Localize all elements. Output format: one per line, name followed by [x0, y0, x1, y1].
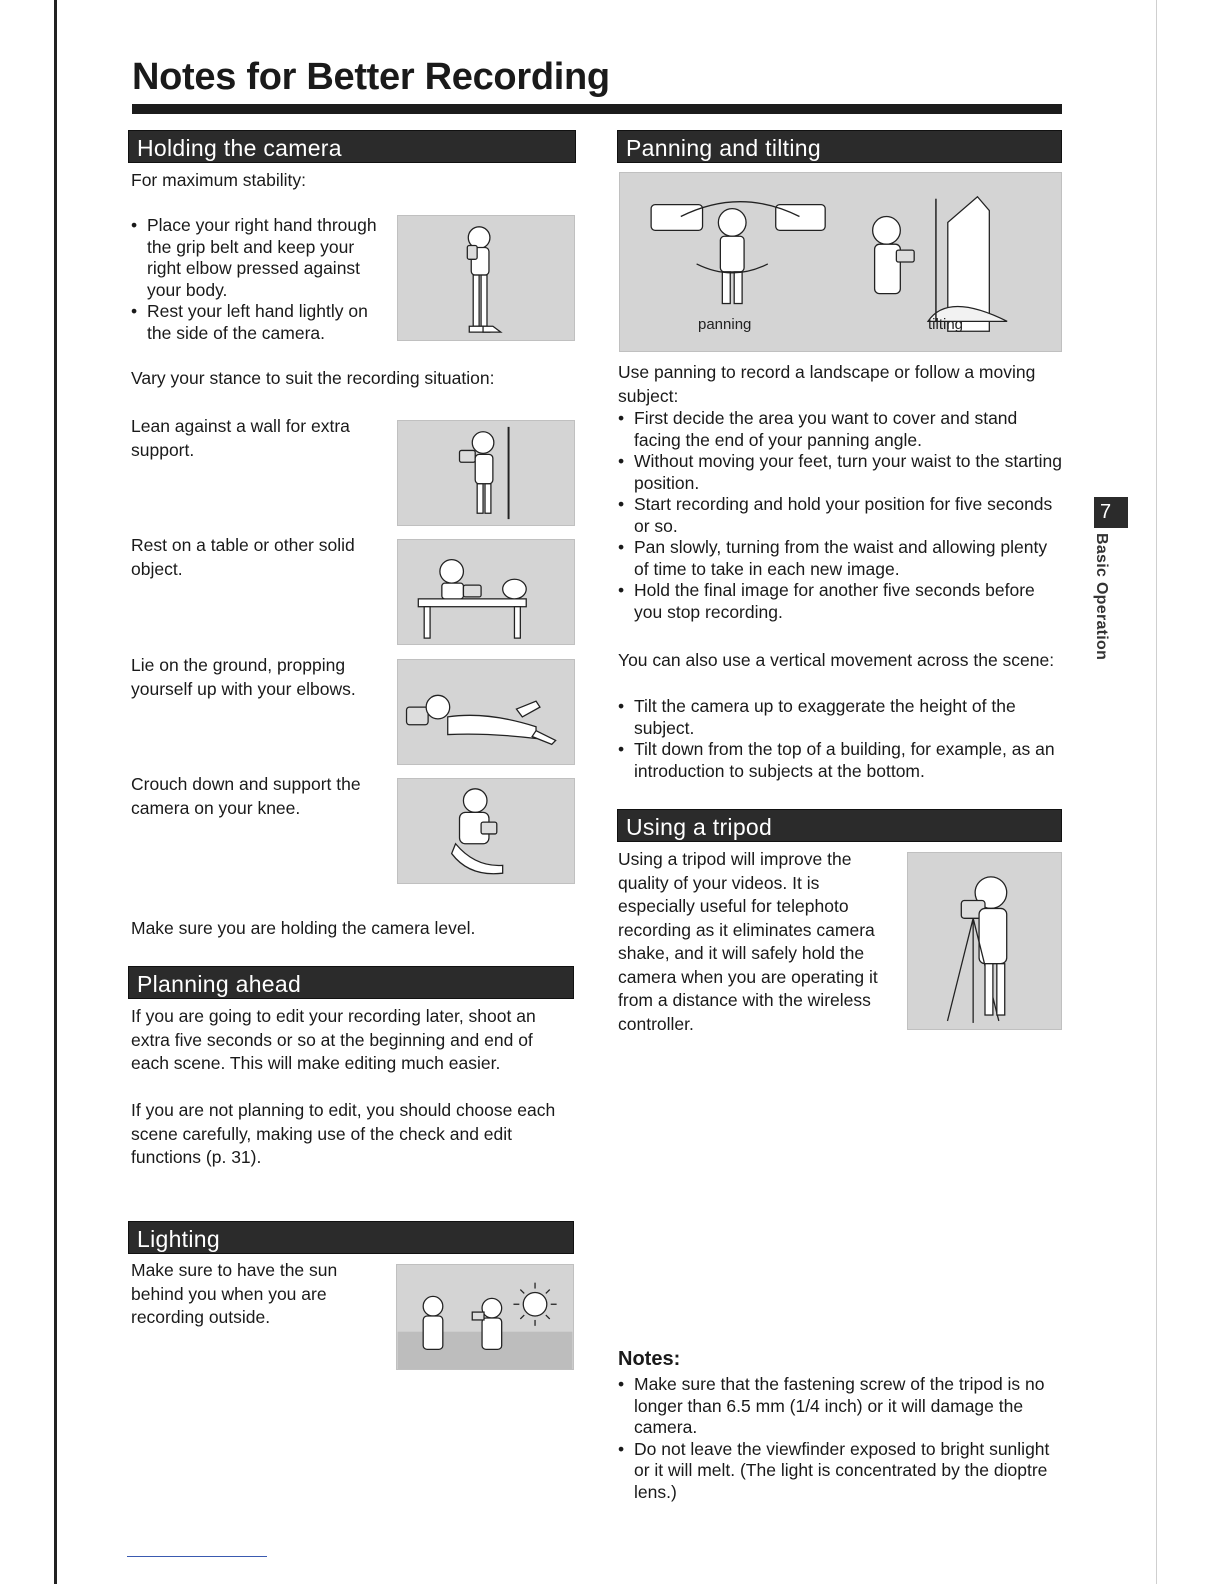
holding-intro: For maximum stability:	[131, 170, 307, 190]
crouch-figure-icon	[398, 779, 574, 883]
scan-edge-left	[54, 0, 57, 1584]
section-heading-holding: Holding the camera	[128, 130, 576, 163]
section-heading-planning: Planning ahead	[128, 966, 574, 999]
panning-label: panning	[698, 316, 752, 333]
tripod-figure-icon	[908, 853, 1061, 1029]
person-resting-on-table-illustration	[397, 539, 575, 645]
person-leaning-on-wall-illustration	[397, 420, 575, 526]
tilting-label: tilting	[928, 316, 964, 333]
title-rule	[132, 104, 1062, 114]
notes-heading: Notes:	[618, 1348, 681, 1370]
stance-lie-text: Lie on the ground, propping yourself up with your elbows.	[131, 655, 356, 699]
person-lying-on-ground-illustration	[397, 659, 575, 765]
table-figure-icon	[398, 540, 574, 644]
holding-figure-icon	[398, 216, 574, 340]
lighting-text: Make sure to have the sun behind you when you are recording outside.	[131, 1260, 338, 1327]
lie-figure-icon	[398, 660, 574, 764]
holding-bullet: • Rest your left hand lightly on the side of the camera.	[131, 301, 381, 344]
scan-edge-right	[1156, 0, 1157, 1584]
notes-bullet-list	[618, 1374, 1064, 1503]
chapter-label-text: Basic Operation	[1093, 533, 1110, 661]
vertical-bullet: • Tilt down from the top of a building, for example, as an introduction to subjects at the bottom.	[618, 739, 1064, 782]
stance-intro: Vary your stance to suit the recording situation:	[131, 368, 495, 388]
lighting-sun-icon	[397, 1265, 573, 1369]
panning-bullet: • Hold the final image for another five seconds before you stop recording.	[618, 580, 1064, 623]
panning-bullet: • Start recording and hold your position for five seconds or so.	[618, 494, 1064, 537]
tripod-text: Using a tripod will improve the quality of your videos. It is especially useful for telephoto recording as it eliminates camera shake, and it will safely hold the camera when you are operating it from a distance with the wireless controller.	[618, 849, 878, 1034]
note-bullet: • Do not leave the viewfinder exposed to bright sunlight or it will melt. (The light is concentrated by the dioptre lens.)	[618, 1439, 1064, 1504]
panning-bullet-list	[618, 408, 1064, 623]
lean-figure-icon	[398, 421, 574, 525]
chapter-tab-label	[1086, 533, 1112, 673]
section-heading-panning: Panning and tilting	[617, 130, 1062, 163]
stance-table-text: Rest on a table or other solid object.	[131, 535, 355, 579]
vertical-bullet-list	[618, 696, 1064, 782]
panning-intro: Use panning to record a landscape or follow a moving subject:	[618, 362, 1036, 406]
holding-closing: Make sure you are holding the camera level.	[131, 918, 476, 938]
stance-lean-text: Lean against a wall for extra support.	[131, 416, 350, 460]
note-bullet: • Make sure that the fastening screw of the tripod is no longer than 6.5 mm (1/4 inch) or it will damage the camera.	[618, 1374, 1064, 1439]
chapter-tab-number: 7	[1094, 497, 1128, 528]
page-title: Notes for Better Recording	[132, 56, 610, 98]
panning-tilting-icon	[620, 173, 1061, 351]
panning-bullet: • First decide the area you want to cover and stand facing the end of your panning angle.	[618, 408, 1064, 451]
stance-crouch-text: Crouch down and support the camera on your knee.	[131, 774, 361, 818]
vertical-intro: You can also use a vertical movement across the scene:	[618, 650, 1055, 670]
holding-bullet: • Place your right hand through the grip belt and keep your right elbow pressed against your body.	[131, 215, 381, 301]
panning-and-tilting-illustration	[619, 172, 1062, 352]
person-holding-camcorder-illustration	[397, 215, 575, 341]
holding-bullet-list	[131, 215, 381, 344]
section-heading-tripod: Using a tripod	[617, 809, 1062, 842]
footer-rule	[127, 1556, 267, 1557]
person-using-tripod-illustration	[907, 852, 1062, 1030]
section-heading-lighting: Lighting	[128, 1221, 574, 1254]
panning-bullet: • Without moving your feet, turn your waist to the starting position.	[618, 451, 1064, 494]
planning-paragraph-2: If you are not planning to edit, you should choose each scene carefully, making use of the check and edit functions (p. 31).	[131, 1100, 556, 1167]
person-crouching-illustration	[397, 778, 575, 884]
panning-bullet: • Pan slowly, turning from the waist and allowing plenty of time to take in each new image.	[618, 537, 1064, 580]
vertical-bullet: • Tilt the camera up to exaggerate the height of the subject.	[618, 696, 1064, 739]
planning-paragraph-1: If you are going to edit your recording later, shoot an extra five seconds or so at the beginning and end of each scene. This will make editing much easier.	[131, 1006, 536, 1073]
recording-with-sun-behind-illustration	[396, 1264, 574, 1370]
